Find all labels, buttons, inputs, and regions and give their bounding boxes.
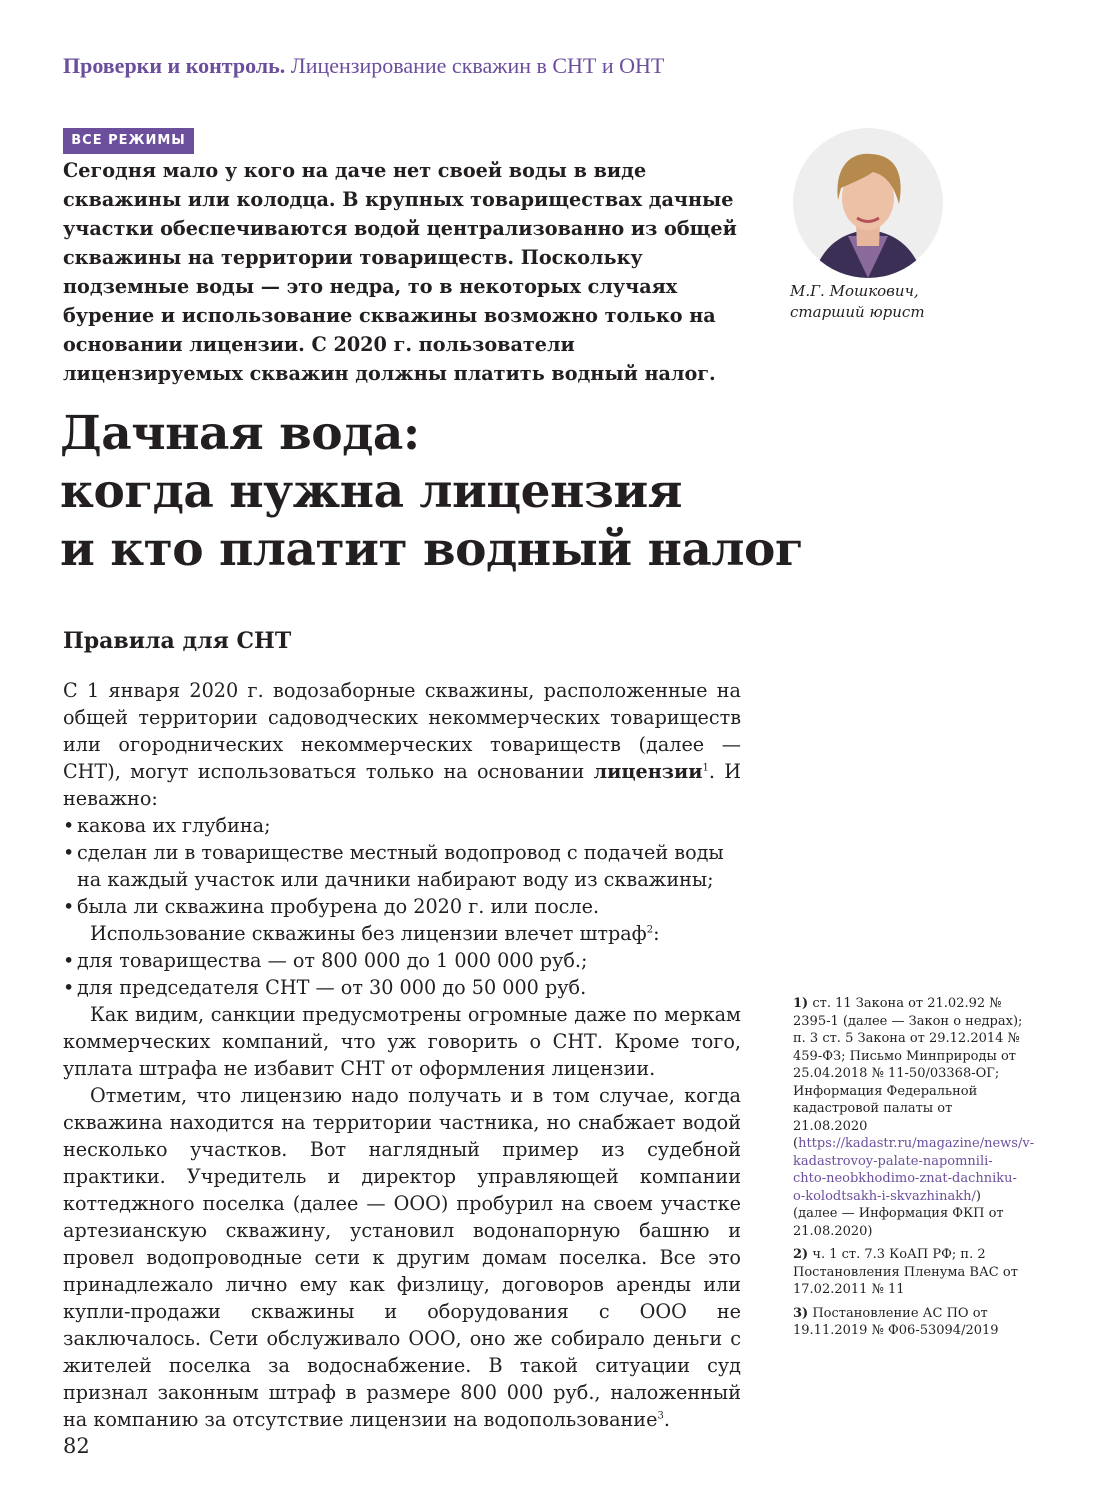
p4-text: Отметим, что лицензию надо получать и в том случае, когда скважина находится на территории частника, но снабжает водой несколько участков. Вот наглядный пример из судебной практики. Учредитель и директор управляющей компании коттеджного поселка (далее — ООО) пробурил на своем участке артезианскую скважину, установил водонапорную башню и провел водопроводные сети к другим домам поселка. Все это принадлежало лично ему как физлицу, договоров аренды или купли-продажи скважины и оборудования с ООО не заключалось. Сети обслуживало ООО, оно же собирало деньги с жителей поселка за водоснабжение. В такой ситуации суд признал законным штраф в размере 800 000 руб., наложенный на компанию за отсутствие лицензии на водопользование (63, 1084, 741, 1431)
footnote-text: ст. 11 Закона от 21.02.92 № 2395-1 (далее — Закон о недрах); п. 3 ст. 5 Закона от 29.12.2014 № 459-ФЗ; Письмо Минприроды от 25.04.2018 № 11-50/03368-ОГ; Информация Федеральной кадастровой палаты от 21.08.2020 ( (793, 996, 1023, 1151)
p2-text: Использование скважины без лицензии влечет штраф (90, 922, 647, 945)
title-line-1: Дачная вода: (60, 406, 420, 461)
footnote-2 (793, 1246, 1023, 1299)
list-item: • какова их глубина; (63, 812, 741, 839)
list-item: • была ли скважина пробурена до 2020 г. или после. (63, 893, 741, 920)
footnote-number: 2) (793, 1247, 809, 1262)
footnote-ref-2: 2 (646, 924, 654, 936)
p2-end: : (653, 922, 660, 945)
section-heading: Правила для СНТ (63, 628, 292, 654)
lead-paragraph: Сегодня мало у кого на даче нет своей воды в виде скважины или колодца. В крупных товариществах дачные участки обеспечиваются водой централизованно из общей скважины на территории товариществ. Поскольку подземные воды — это недра, то в некоторых случаях бурение и использование скважины возможно только на основании лицензии. С 2020 г. пользователи лицензируемых скважин должны платить водный налог. (63, 159, 737, 385)
bullet-list-1 (63, 812, 741, 920)
running-head-section: Проверки и контроль. (63, 53, 286, 78)
regime-tag: ВСЕ РЕЖИМЫ (63, 128, 194, 154)
footnote-text: ) (далее — Информация ФКП от 21.08.2020) (793, 1188, 1004, 1239)
body-paragraph-3: Как видим, санкции предусмотрены огромные даже по меркам коммерческих компаний, что уж говорить о СНТ. Кроме того, уплата штрафа не избавит СНТ от оформления лицензии. (63, 1003, 741, 1080)
p1-bold: лицензии (593, 760, 703, 783)
list-item: • сделан ли в товариществе местный водопровод с подачей воды на каждый участок или дачники набирают воду из скважины; (63, 839, 741, 893)
footnote-link[interactable]: https://kadastr.ru/magazine/news/v-kadastrovoy-palate-napomnili-chto-neobkhodimo-znat-dachniku-o-kolodtsakh-i-skvazhinakh/ (793, 1136, 1035, 1204)
author-name: М.Г. Мошкович, (790, 282, 919, 300)
footnote-text: Постановление АС ПО от 19.11.2019 № Ф06-53094/2019 (793, 1305, 999, 1338)
footnote-number: 1) (793, 996, 809, 1011)
list-item: • для товарищества — от 800 000 до 1 000 000 руб.; (63, 947, 741, 974)
footnote-1 (793, 995, 1035, 1240)
footnote-text: ч. 1 ст. 7.3 КоАП РФ; п. 2 Постановления Пленума ВАС от 17.02.2011 № 11 (793, 1247, 1018, 1297)
author-photo (793, 128, 943, 278)
footnote-number: 3) (793, 1305, 809, 1321)
running-head (63, 53, 664, 79)
footnote-ref-1: 1 (702, 762, 709, 774)
footnote-ref-3: 3 (657, 1410, 664, 1422)
author-caption (790, 281, 925, 323)
title-line-2: когда нужна лицензия (60, 464, 682, 519)
footnotes (793, 995, 1035, 1346)
article-title (60, 405, 840, 579)
page-number: 82 (63, 1434, 90, 1458)
author-position: старший юрист (790, 303, 925, 321)
bullet-list-2 (63, 947, 741, 1001)
p1-text: С 1 января 2020 г. водозаборные скважины, расположенные на общей территории садоводческих некоммерческих товариществ или огороднических некоммерческих товариществ (далее — СНТ), могут использоваться только на основании (63, 679, 741, 783)
p1-end: . И неважно: (63, 760, 741, 810)
body-paragraph-4 (63, 1082, 741, 1433)
list-item: • для председателя СНТ — от 30 000 до 50 000 руб. (63, 974, 741, 1001)
body-paragraph-2 (63, 920, 741, 947)
footnote-3 (793, 1305, 1023, 1340)
p4-end: . (663, 1408, 670, 1431)
body-paragraph-1 (63, 677, 741, 812)
title-line-3: и кто платит водный налог (60, 522, 804, 577)
running-head-topic: Лицензирование скважин в СНТ и ОНТ (290, 53, 665, 78)
article-body (63, 677, 741, 1433)
